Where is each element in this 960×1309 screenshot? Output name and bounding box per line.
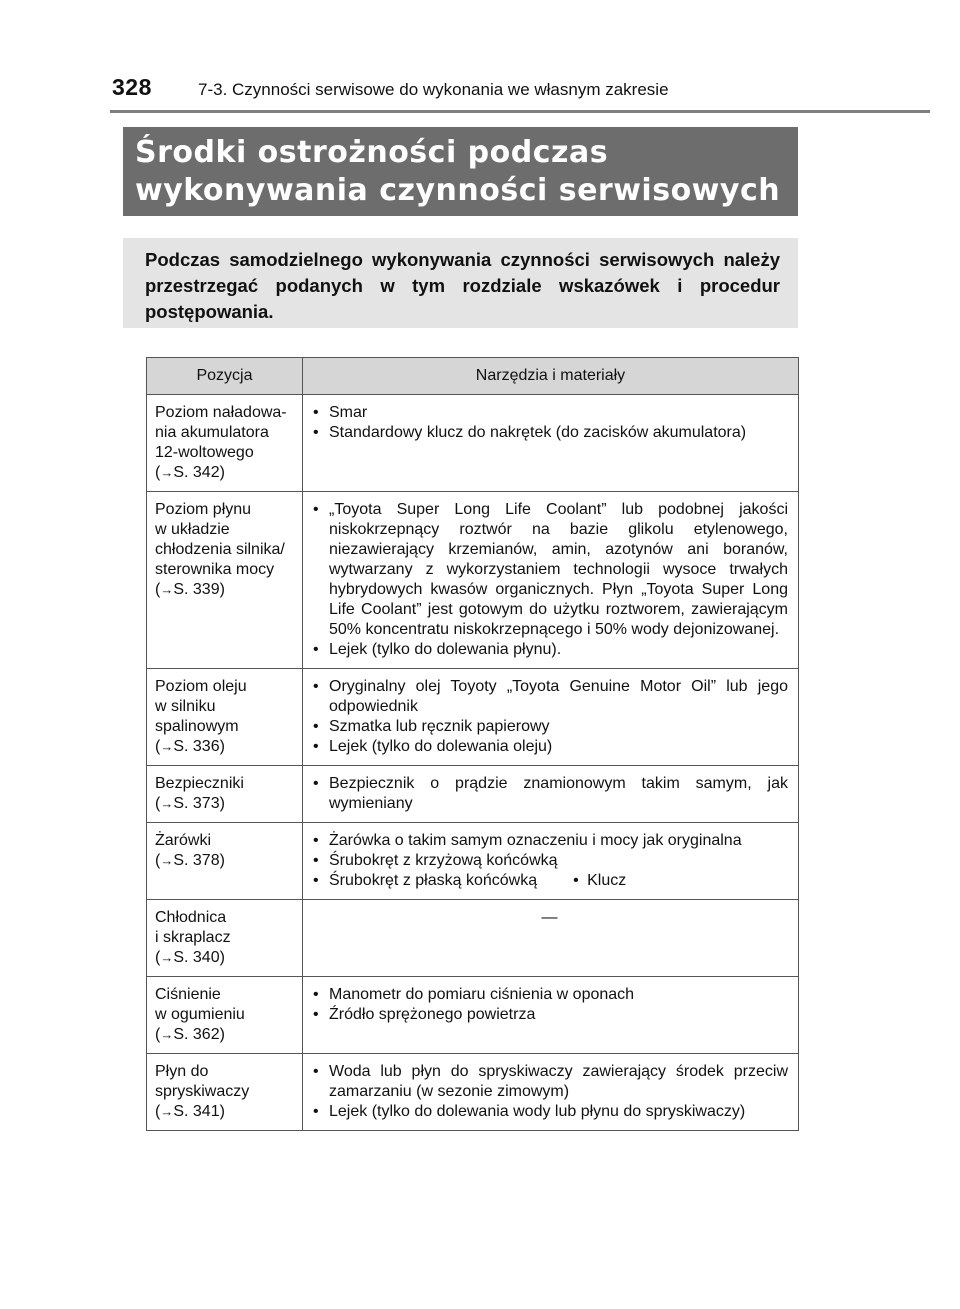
list-item: • Szmatka lub ręcznik papierowy [311, 717, 788, 737]
position-text: w ogumieniu [155, 1006, 245, 1023]
arrow-right-icon: → [160, 853, 174, 868]
page-reference: (→S. 362) [155, 1026, 225, 1043]
position-cell [147, 977, 303, 1054]
arrow-right-icon: → [160, 1104, 174, 1119]
materials-cell [303, 900, 799, 977]
table-row [147, 395, 799, 492]
page-reference-text: S. 336) [173, 738, 225, 755]
page-reference-text: S. 373) [173, 795, 225, 812]
page-reference: (→S. 342) [155, 464, 225, 481]
page-reference-text: S. 378) [173, 852, 225, 869]
list-item: • Żarówka o takim samym oznaczeniu i mocy jak oryginalna [311, 831, 788, 851]
page-reference-text: S. 341) [173, 1103, 225, 1120]
materials-cell [303, 823, 799, 900]
position-text: Poziom naładowa- [155, 404, 287, 421]
list-item: • Smar [311, 403, 788, 423]
position-text: nia akumulatora [155, 424, 269, 441]
materials-cell [303, 766, 799, 823]
position-text: spryskiwaczy [155, 1083, 250, 1100]
page-reference: (→S. 378) [155, 852, 225, 869]
position-text: Bezpieczniki [155, 775, 244, 792]
list-item-pair [311, 871, 788, 891]
position-text: w silniku [155, 698, 216, 715]
materials-cell [303, 669, 799, 766]
page-reference: (→S. 373) [155, 795, 225, 812]
position-cell [147, 1054, 303, 1131]
empty-dash: — [541, 909, 558, 926]
position-text: chłodzenia silnika/ [155, 541, 285, 558]
title-line-1: Środki ostrożności podczas [135, 135, 609, 170]
list-item: • Lejek (tylko do dolewania wody lub płynu do spryskiwaczy) [311, 1102, 788, 1122]
table-row [147, 900, 799, 977]
list-item: • Lejek (tylko do dolewania oleju) [311, 737, 788, 757]
position-cell [147, 766, 303, 823]
page-reference-text: S. 339) [173, 581, 225, 598]
position-text: Poziom oleju [155, 678, 247, 695]
page-title [123, 127, 798, 216]
arrow-right-icon: → [160, 465, 174, 480]
table-header-row [147, 358, 799, 395]
position-text: Ciśnienie [155, 986, 221, 1003]
arrow-right-icon: → [160, 739, 174, 754]
arrow-right-icon: → [160, 950, 174, 965]
list-item: • „Toyota Super Long Life Coolant” lub podobnej jakości niskokrzepnący roztwór na bazie glikolu etylenowego, niezawierający krzemianów, amin, azotynów ani boranów, wytwarzany z wykorzystaniem technologii wysoce trwałych hybrydowych kwasów organicznych. Płyn „Toyota Super Long Life Coolant” jest gotowym do użytku roztworem, zawierającym 50% koncentratu niskokrzepnącego i 50% wody dejonizowanej. [311, 500, 788, 640]
list-item-text: • Śrubokręt z płaską końcówką [329, 872, 538, 889]
position-text: Płyn do [155, 1063, 209, 1080]
position-text: Chłodnica [155, 909, 227, 926]
table-row [147, 766, 799, 823]
list-item: • Bezpiecznik o prądzie znamionowym takim samym, jak wymieniany [311, 774, 788, 814]
position-cell [147, 900, 303, 977]
materials-cell [303, 977, 799, 1054]
table-row [147, 1054, 799, 1131]
page-reference: (→S. 341) [155, 1103, 225, 1120]
arrow-right-icon: → [160, 582, 174, 597]
intro-paragraph: Podczas samodzielnego wykonywania czynności serwisowych należy przestrzegać podanych w tym rozdziale wskazówek i procedur postępowania. [123, 238, 798, 328]
position-cell [147, 823, 303, 900]
header-divider [110, 110, 930, 113]
list-item: • Standardowy klucz do nakrętek (do zacisków akumulatora) [311, 423, 788, 443]
page-reference: (→S. 336) [155, 738, 225, 755]
position-cell [147, 492, 303, 669]
position-text: Poziom płynu [155, 501, 252, 518]
position-text: 12-woltowego [155, 444, 254, 461]
page-reference-text: S. 340) [173, 949, 225, 966]
arrow-right-icon: → [160, 796, 174, 811]
page-reference: (→S. 339) [155, 581, 225, 598]
position-text: w układzie [155, 521, 230, 538]
page-number: 328 [112, 74, 152, 100]
tools-table [146, 357, 799, 1131]
table-row [147, 669, 799, 766]
list-item: • Woda lub płyn do spryskiwaczy zawierający środek przeciw zamarzaniu (w sezonie zimowym) [311, 1062, 788, 1102]
list-item: • Śrubokręt z krzyżową końcówką [311, 851, 788, 871]
list-item: • Lejek (tylko do dolewania płynu). [311, 640, 788, 660]
materials-cell [303, 492, 799, 669]
position-text: i skraplacz [155, 929, 231, 946]
title-line-2: wykonywania czynności serwisowych [135, 173, 781, 208]
table-row [147, 492, 799, 669]
column-header-position: Pozycja [147, 358, 303, 395]
column-header-materials: Narzędzia i materiały [303, 358, 799, 395]
page-header [0, 0, 960, 120]
list-item-text: • Klucz [573, 871, 626, 891]
section-title: 7-3. Czynności serwisowe do wykonania we własnym zakresie [198, 80, 669, 99]
materials-cell [303, 395, 799, 492]
position-cell [147, 395, 303, 492]
position-text: spalinowym [155, 718, 239, 735]
page-reference-text: S. 342) [173, 464, 225, 481]
table-row [147, 977, 799, 1054]
materials-cell [303, 1054, 799, 1131]
position-text: sterownika mocy [155, 561, 275, 578]
list-item: • Manometr do pomiaru ciśnienia w oponach [311, 985, 788, 1005]
list-item: • Źródło sprężonego powietrza [311, 1005, 788, 1025]
arrow-right-icon: → [160, 1027, 174, 1042]
position-text: Żarówki [155, 832, 212, 849]
list-item: • Oryginalny olej Toyoty „Toyota Genuine Motor Oil” lub jego odpowiednik [311, 677, 788, 717]
page-reference: (→S. 340) [155, 949, 225, 966]
position-cell [147, 669, 303, 766]
table-row [147, 823, 799, 900]
page-reference-text: S. 362) [173, 1026, 225, 1043]
